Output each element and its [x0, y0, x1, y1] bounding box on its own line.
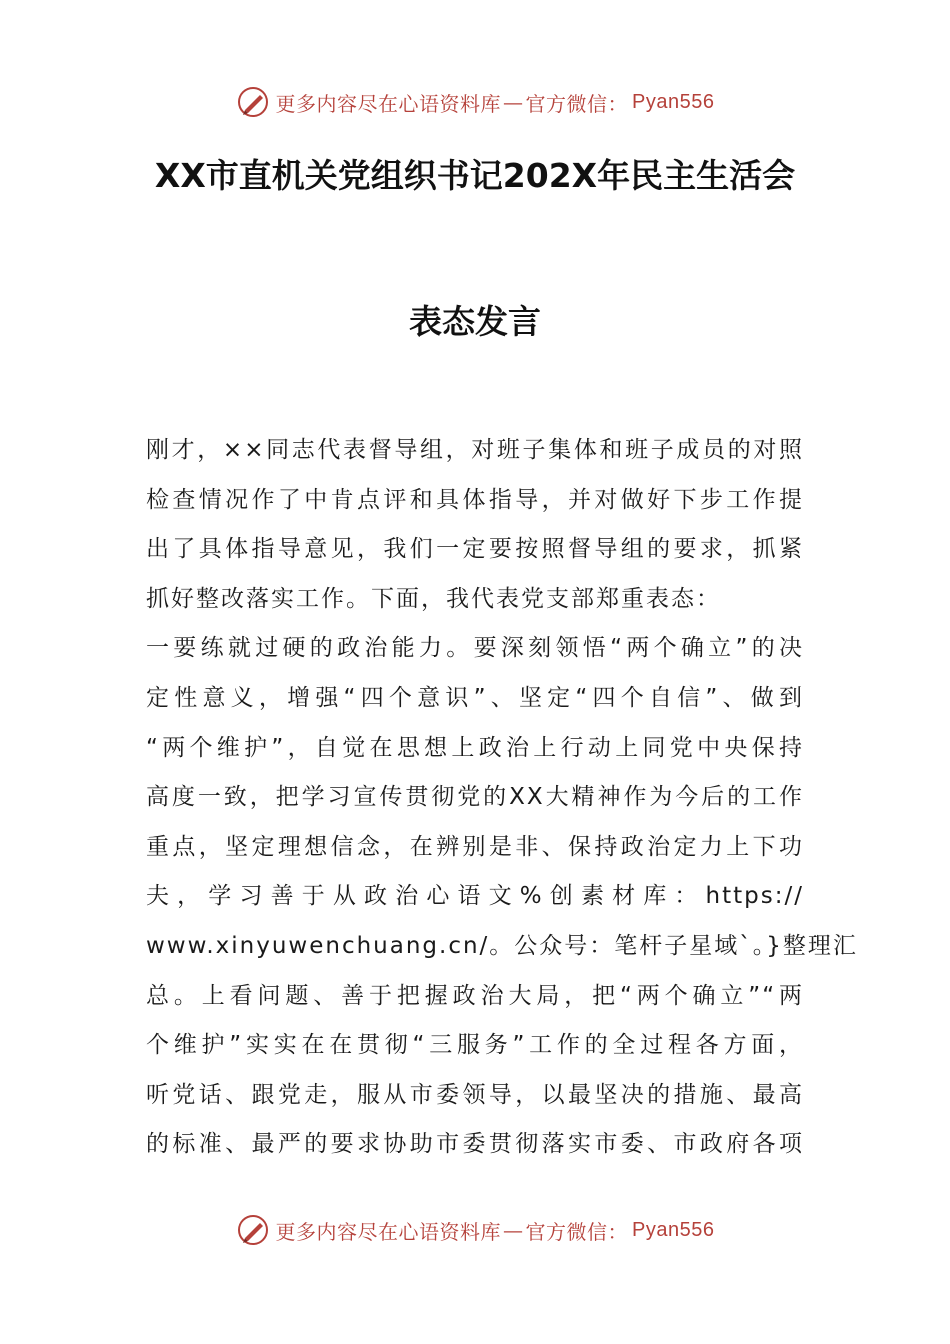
pen-logo-icon: [236, 1213, 270, 1247]
body-line: 夫，学习善于从政治心语文%创素材库：https://: [146, 883, 804, 910]
body-line: 总。上看问题、善于把握政治大局，把“两个确立”“两: [146, 982, 804, 1009]
body-line: 个维护”实实在在贯彻“三服务”工作的全过程各方面，: [146, 1032, 804, 1059]
body-line: “两个维护”，自觉在思想上政治上行动上同党中央保持: [146, 734, 804, 761]
body-line: 出了具体指导意见，我们一定要按照督导组的要求，抓紧: [146, 536, 804, 563]
footer-watermark-banner: [0, 1210, 950, 1250]
body-line: 重点，坚定理想信念，在辨别是非、保持政治定力上下功: [146, 833, 804, 860]
document-body: [146, 426, 858, 1170]
pen-logo-icon: [236, 85, 270, 119]
banner-handle: Pyan556: [632, 90, 715, 113]
body-line: 定性意义，增强“四个意识”、坚定“四个自信”、做到: [146, 684, 804, 711]
banner-main-text: 更多内容尽在心语资料库: [275, 91, 502, 116]
banner-colon: ：: [607, 1219, 629, 1244]
banner-label: 官方微信: [525, 1219, 608, 1244]
banner-separator: —: [503, 1218, 524, 1242]
banner-separator: —: [503, 90, 524, 114]
body-line: www.xinyuwenchuang.cn/。公众号：笔杆子星域`。}整理汇: [146, 932, 858, 959]
body-line: 的标准、最严的要求协助市委贯彻落实市委、市政府各项: [146, 1131, 804, 1158]
body-line: 检查情况作了中肯点评和具体指导，并对做好下步工作提: [146, 486, 804, 513]
body-line: 高度一致，把学习宣传贯彻党的XX大精神作为今后的工作: [146, 784, 804, 811]
body-line: 抓好整改落实工作。下面，我代表党支部郑重表态：: [146, 585, 721, 612]
header-watermark-banner: [0, 82, 950, 122]
document-title-line-1: XX市直机关党组织书记202X年民主生活会: [154, 156, 796, 195]
banner-main-text: 更多内容尽在心语资料库: [275, 1219, 502, 1244]
document-title-line-2: 表态发言: [409, 302, 541, 341]
banner-handle: Pyan556: [632, 1218, 715, 1241]
body-line: 刚才，××同志代表督导组，对班子集体和班子成员的对照: [146, 437, 804, 463]
body-line: 听党话、跟党走，服从市委领导，以最坚决的措施、最高: [146, 1081, 804, 1108]
banner-colon: ：: [607, 91, 629, 116]
body-line: 一要练就过硬的政治能力。要深刻领悟“两个确立”的决: [146, 635, 804, 662]
banner-label: 官方微信: [525, 91, 608, 116]
